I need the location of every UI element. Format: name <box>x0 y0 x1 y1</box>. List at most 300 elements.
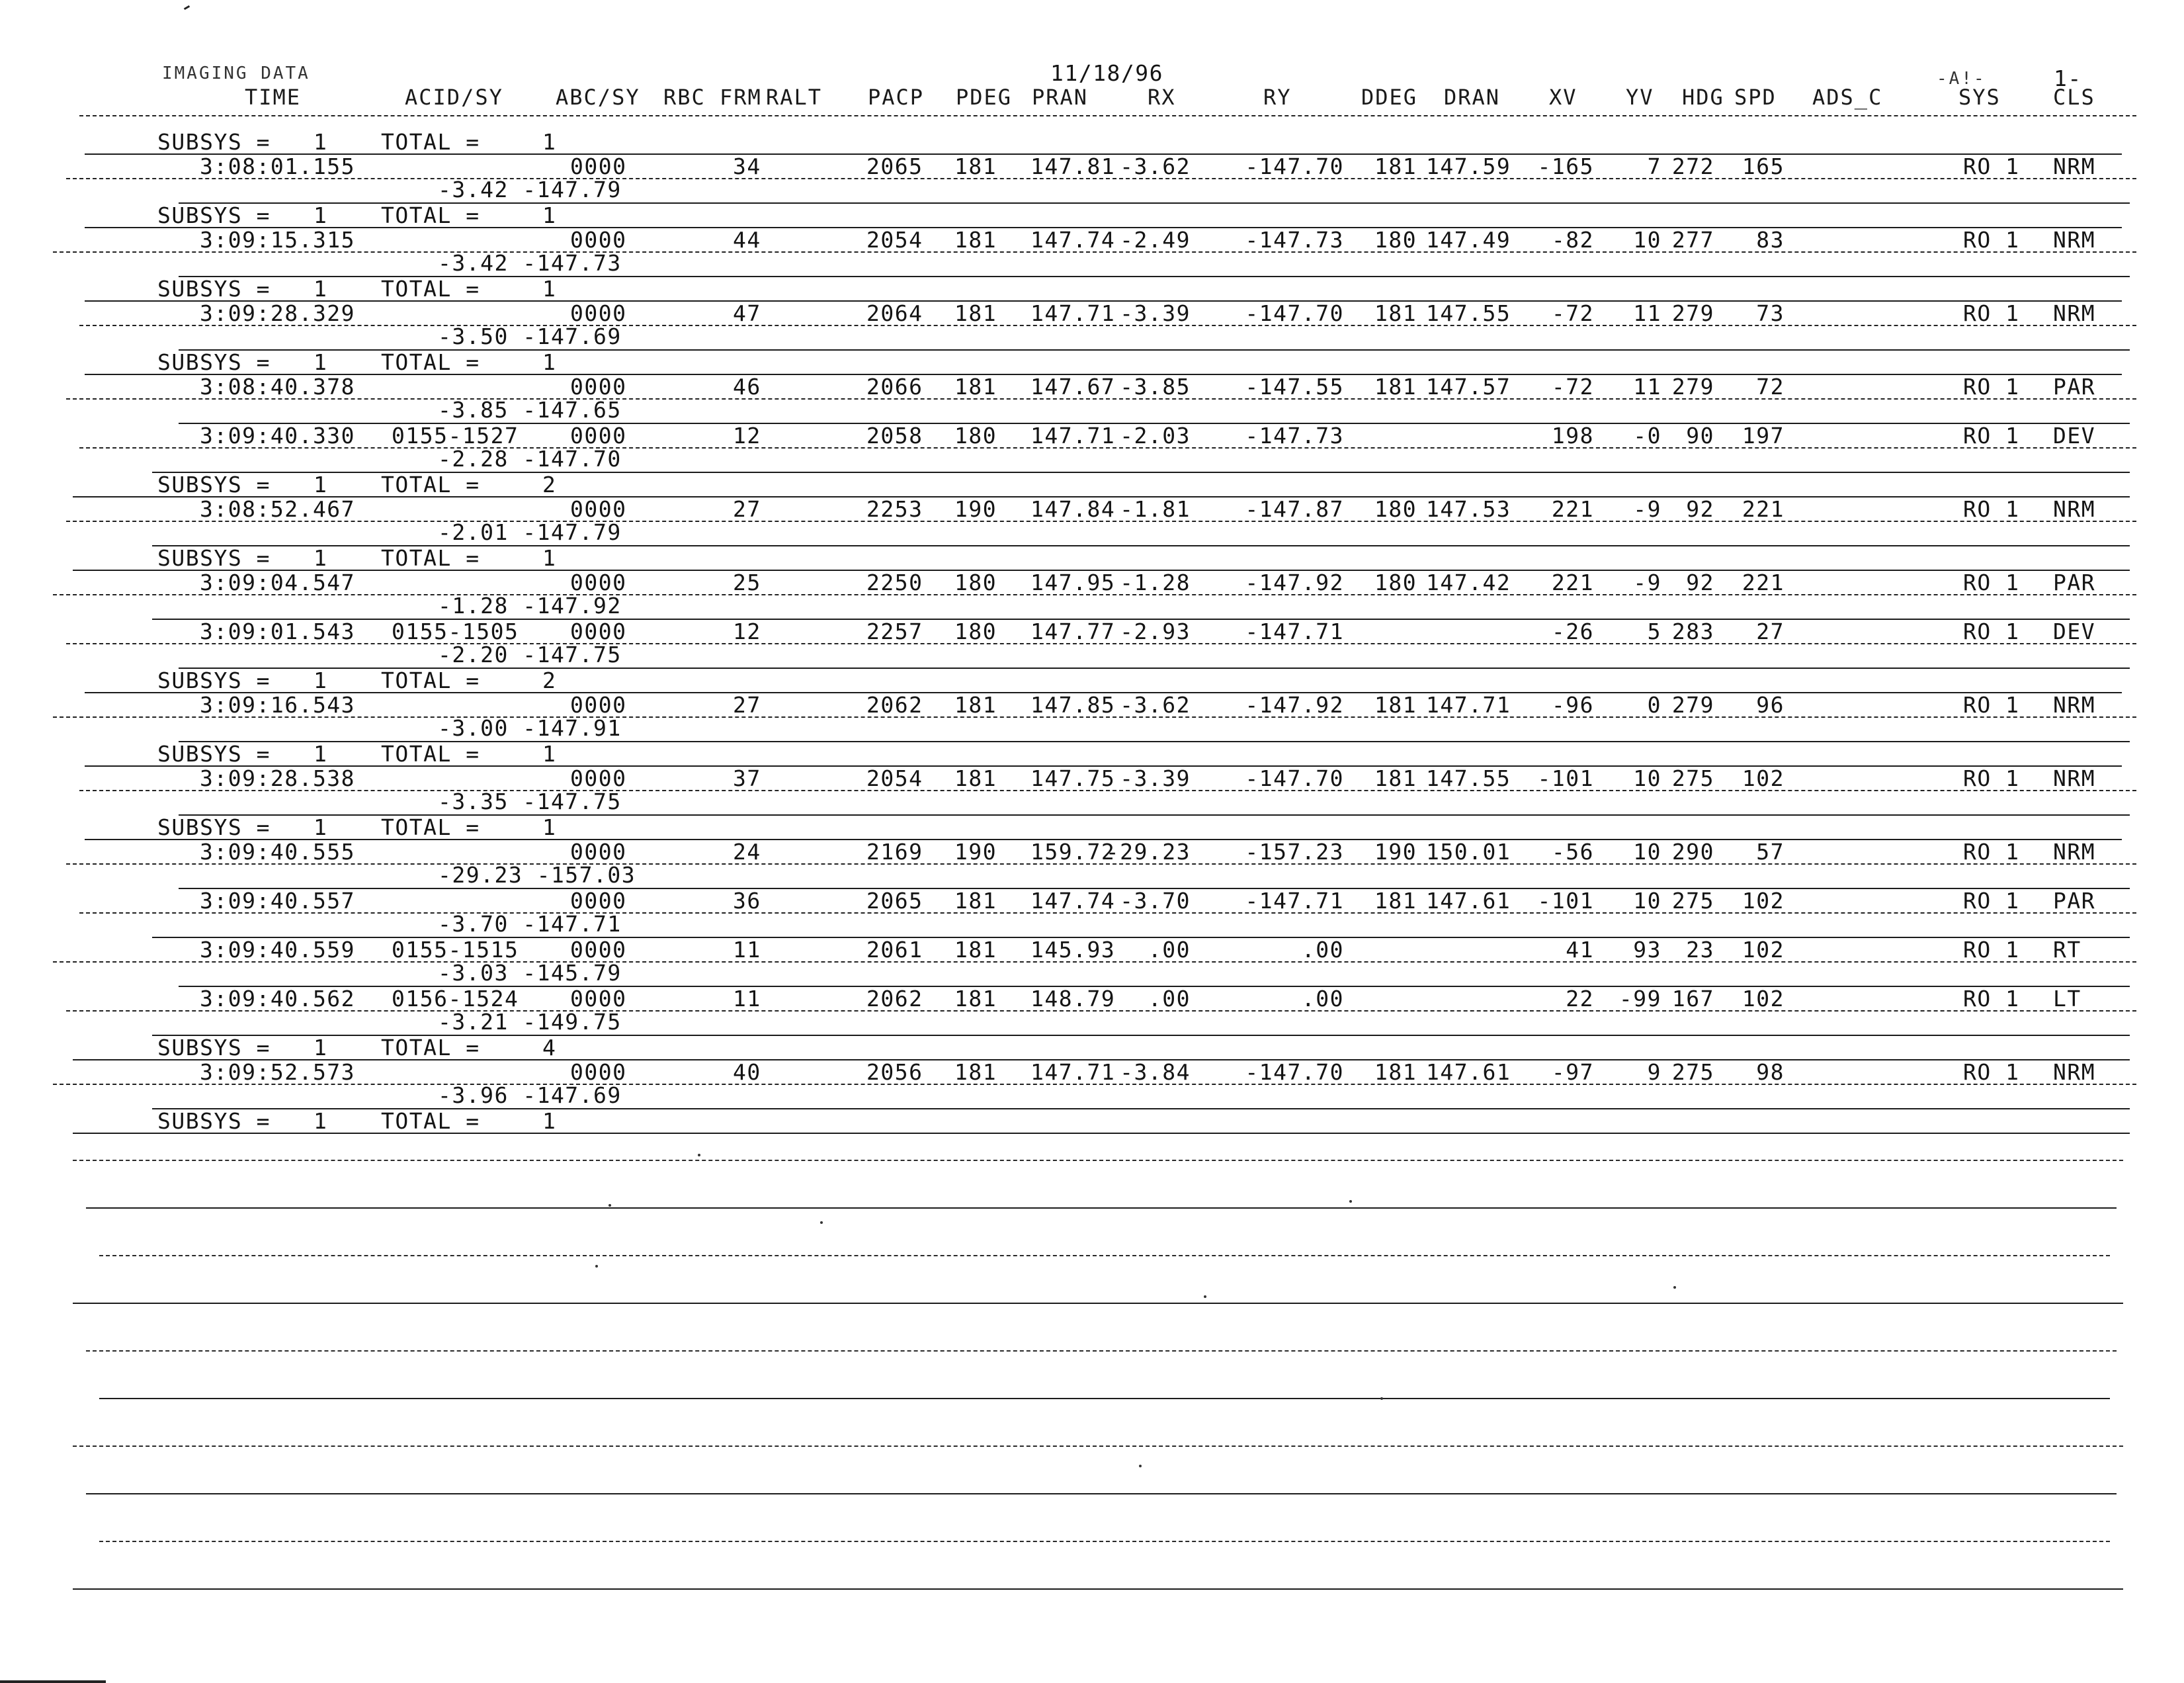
record-acid: 0156-1524 <box>392 986 519 1012</box>
record-cls: NRM <box>2053 839 2096 865</box>
record-rx: -1.81 <box>1120 496 1191 522</box>
record-time: 3:09:40.562 <box>200 986 356 1012</box>
total-label: TOTAL = <box>381 1108 480 1134</box>
record-rule <box>53 594 2136 595</box>
form-line <box>86 1350 2117 1352</box>
record-spd: 73 <box>1756 300 1785 326</box>
record-sys: RO 1 <box>1963 937 2020 963</box>
record-dran: 147.55 <box>1426 765 1511 791</box>
record-pdeg: 181 <box>954 374 997 400</box>
record-acid: 0155-1527 <box>392 423 519 449</box>
record-pacp: 2064 <box>866 300 923 326</box>
record-yv: 11 <box>1633 300 1661 326</box>
record-abc: 0000 <box>570 374 627 400</box>
record-frm: 27 <box>733 496 761 522</box>
record-spd: 27 <box>1756 619 1785 644</box>
record-rx: -1.28 <box>1120 570 1191 595</box>
record-frm: 37 <box>733 765 761 791</box>
record-yv: 7 <box>1647 153 1661 179</box>
record-ry: -147.70 <box>1245 153 1344 179</box>
record-xv: -96 <box>1551 692 1594 718</box>
record-dran: 147.55 <box>1426 300 1511 326</box>
record-rx: -3.62 <box>1120 692 1191 718</box>
record-rx: -29.23 <box>1105 839 1191 865</box>
record-spd: 72 <box>1756 374 1785 400</box>
record-yv: 5 <box>1647 619 1661 644</box>
record-time: 3:09:40.330 <box>200 423 356 449</box>
form-line <box>86 1207 2117 1209</box>
record-pdeg: 181 <box>954 888 997 914</box>
record-xv: 22 <box>1566 986 1594 1012</box>
record-ry: -147.71 <box>1245 888 1344 914</box>
record-time: 3:09:40.555 <box>200 839 356 865</box>
record-time: 3:08:01.155 <box>200 153 356 179</box>
record-dran: 147.49 <box>1426 227 1511 253</box>
record-frm: 11 <box>733 937 761 963</box>
total-value: 1 <box>542 545 557 571</box>
record-abc: 0000 <box>570 570 627 595</box>
form-line <box>73 1446 2123 1447</box>
record-cls: NRM <box>2053 153 2096 179</box>
record-abc: 0000 <box>570 937 627 963</box>
record-spd: 57 <box>1756 839 1785 865</box>
record-hdg: 23 <box>1686 937 1714 963</box>
record-pran: 148.79 <box>1030 986 1116 1012</box>
record-rule <box>53 961 2136 963</box>
record-abc: 0000 <box>570 692 627 718</box>
record-yv: 10 <box>1633 765 1661 791</box>
column-header: ACID/SY <box>405 85 503 110</box>
total-value: 1 <box>542 202 557 228</box>
record-cls: PAR <box>2053 888 2096 914</box>
record-cls: NRM <box>2053 227 2096 253</box>
record-offset: -3.21 -149.75 <box>438 1009 622 1035</box>
record-abc: 0000 <box>570 423 627 449</box>
record-cls: NRM <box>2053 765 2096 791</box>
column-header: SPD <box>1734 85 1777 110</box>
record-rule <box>66 643 2136 644</box>
total-value: 1 <box>542 129 557 155</box>
subsys-value: 1 <box>314 1108 328 1134</box>
record-rule <box>79 912 2136 914</box>
record-frm: 47 <box>733 300 761 326</box>
record-pdeg: 180 <box>954 570 997 595</box>
total-value: 2 <box>542 668 557 693</box>
record-pacp: 2250 <box>866 570 923 595</box>
record-pran: 147.81 <box>1030 153 1116 179</box>
speck <box>820 1221 823 1224</box>
record-pacp: 2169 <box>866 839 923 865</box>
record-yv: 11 <box>1633 374 1661 400</box>
record-ry: -147.73 <box>1245 227 1344 253</box>
record-yv: -9 <box>1633 496 1661 522</box>
record-spd: 102 <box>1742 888 1785 914</box>
record-ry: -157.23 <box>1245 839 1344 865</box>
record-pdeg: 181 <box>954 765 997 791</box>
record-dran: 147.57 <box>1426 374 1511 400</box>
record-ry: -147.92 <box>1245 692 1344 718</box>
form-line <box>99 1541 2110 1542</box>
record-abc: 0000 <box>570 1059 627 1085</box>
record-pacp: 2066 <box>866 374 923 400</box>
record-xv: -165 <box>1537 153 1594 179</box>
record-time: 3:09:04.547 <box>200 570 356 595</box>
record-offset: -3.70 -147.71 <box>438 911 622 937</box>
record-cls: PAR <box>2053 570 2096 595</box>
record-dran: 147.53 <box>1426 496 1511 522</box>
record-offset: -3.00 -147.91 <box>438 715 622 741</box>
record-pdeg: 181 <box>954 692 997 718</box>
record-ry: .00 <box>1301 986 1344 1012</box>
record-yv: 10 <box>1633 227 1661 253</box>
record-pacp: 2054 <box>866 227 923 253</box>
record-cls: DEV <box>2053 619 2096 644</box>
record-offset: -3.42 -147.79 <box>438 177 622 202</box>
subsys-label: SUBSYS = <box>157 349 271 375</box>
column-header: PDEG <box>956 85 1013 110</box>
record-yv: 10 <box>1633 888 1661 914</box>
record-xv: -56 <box>1551 839 1594 865</box>
speck <box>1139 1465 1142 1467</box>
record-spd: 221 <box>1742 570 1785 595</box>
record-rule <box>66 1010 2136 1012</box>
column-header: RY <box>1263 85 1292 110</box>
record-dran: 147.61 <box>1426 1059 1511 1085</box>
record-pran: 147.84 <box>1030 496 1116 522</box>
total-value: 1 <box>542 1108 557 1134</box>
record-spd: 98 <box>1756 1059 1785 1085</box>
subsys-label: SUBSYS = <box>157 668 271 693</box>
total-label: TOTAL = <box>381 202 480 228</box>
record-sys: RO 1 <box>1963 619 2020 644</box>
record-abc: 0000 <box>570 496 627 522</box>
record-hdg: 279 <box>1671 692 1714 718</box>
record-spd: 102 <box>1742 986 1785 1012</box>
record-rule <box>79 325 2136 326</box>
column-header: FRM <box>720 85 762 110</box>
record-hdg: 275 <box>1671 765 1714 791</box>
column-header: XV <box>1549 85 1577 110</box>
record-hdg: 279 <box>1671 374 1714 400</box>
subsys-value: 1 <box>314 276 328 302</box>
subsys-value: 1 <box>314 129 328 155</box>
record-rule <box>53 251 2136 253</box>
record-pdeg: 181 <box>954 153 997 179</box>
report-corner-right: -A!- <box>1937 69 1986 89</box>
record-ddeg: 181 <box>1374 374 1417 400</box>
total-label: TOTAL = <box>381 741 480 767</box>
record-pran: 145.93 <box>1030 937 1116 963</box>
record-rule <box>53 716 2136 718</box>
page-edge-mark <box>0 1680 106 1683</box>
record-pran: 147.75 <box>1030 765 1116 791</box>
record-yv: -9 <box>1633 570 1661 595</box>
record-offset: -3.96 -147.69 <box>438 1082 622 1108</box>
column-header: PRAN <box>1032 85 1089 110</box>
record-ddeg: 181 <box>1374 765 1417 791</box>
record-abc: 0000 <box>570 619 627 644</box>
record-frm: 12 <box>733 619 761 644</box>
record-pran: 147.74 <box>1030 888 1116 914</box>
record-rule <box>66 398 2136 400</box>
record-offset: -3.42 -147.73 <box>438 250 622 276</box>
record-yv: 10 <box>1633 839 1661 865</box>
subsys-value: 1 <box>314 814 328 840</box>
record-frm: 40 <box>733 1059 761 1085</box>
record-ry: .00 <box>1301 937 1344 963</box>
record-rule <box>66 863 2136 865</box>
record-pran: 147.71 <box>1030 423 1116 449</box>
record-abc: 0000 <box>570 839 627 865</box>
record-pdeg: 181 <box>954 300 997 326</box>
column-header: CLS <box>2053 85 2095 110</box>
record-spd: 221 <box>1742 496 1785 522</box>
record-offset: -2.01 -147.79 <box>438 519 622 545</box>
record-frm: 34 <box>733 153 761 179</box>
report-date: 11/18/96 <box>1050 60 1163 86</box>
record-offset: -1.28 -147.92 <box>438 593 622 619</box>
pen-mark <box>184 5 190 10</box>
record-pran: 147.71 <box>1030 1059 1116 1085</box>
record-rx: -3.85 <box>1120 374 1191 400</box>
record-time: 3:09:15.315 <box>200 227 356 253</box>
total-label: TOTAL = <box>381 1035 480 1060</box>
record-pacp: 2056 <box>866 1059 923 1085</box>
report-corner-label: IMAGING DATA <box>162 64 310 83</box>
record-ry: -147.92 <box>1245 570 1344 595</box>
record-abc: 0000 <box>570 227 627 253</box>
record-sys: RO 1 <box>1963 423 2020 449</box>
total-value: 1 <box>542 814 557 840</box>
subsys-label: SUBSYS = <box>157 1035 271 1060</box>
total-label: TOTAL = <box>381 276 480 302</box>
record-hdg: 290 <box>1671 839 1714 865</box>
record-rx: -2.93 <box>1120 619 1191 644</box>
record-sys: RO 1 <box>1963 496 2020 522</box>
record-hdg: 92 <box>1686 496 1714 522</box>
record-sys: RO 1 <box>1963 570 2020 595</box>
record-pran: 147.77 <box>1030 619 1116 644</box>
subsys-label: SUBSYS = <box>157 741 271 767</box>
record-frm: 25 <box>733 570 761 595</box>
subsys-rule <box>73 1133 2130 1134</box>
column-header: YV <box>1626 85 1654 110</box>
column-header: RX <box>1148 85 1176 110</box>
record-sys: RO 1 <box>1963 300 2020 326</box>
record-spd: 102 <box>1742 765 1785 791</box>
record-rx: -3.84 <box>1120 1059 1191 1085</box>
record-time: 3:08:52.467 <box>200 496 356 522</box>
column-header: DRAN <box>1444 85 1501 110</box>
record-rx: -2.03 <box>1120 423 1191 449</box>
record-xv: 198 <box>1551 423 1594 449</box>
record-spd: 165 <box>1742 153 1785 179</box>
column-header: ADS_C <box>1812 85 1883 110</box>
record-abc: 0000 <box>570 986 627 1012</box>
record-ddeg: 181 <box>1374 300 1417 326</box>
record-sys: RO 1 <box>1963 153 2020 179</box>
form-line <box>86 1493 2117 1494</box>
record-pacp: 2058 <box>866 423 923 449</box>
record-offset: -3.35 -147.75 <box>438 789 622 814</box>
subsys-value: 1 <box>314 472 328 497</box>
record-frm: 46 <box>733 374 761 400</box>
column-header: PACP <box>868 85 925 110</box>
record-ry: -147.73 <box>1245 423 1344 449</box>
record-spd: 197 <box>1742 423 1785 449</box>
record-hdg: 167 <box>1671 986 1714 1012</box>
record-offset: -3.85 -147.65 <box>438 397 622 423</box>
record-abc: 0000 <box>570 765 627 791</box>
record-dran: 147.59 <box>1426 153 1511 179</box>
record-rx: .00 <box>1148 937 1191 963</box>
record-pacp: 2253 <box>866 496 923 522</box>
record-frm: 27 <box>733 692 761 718</box>
record-pdeg: 180 <box>954 423 997 449</box>
column-header: DDEG <box>1361 85 1418 110</box>
record-pacp: 2061 <box>866 937 923 963</box>
record-pran: 147.74 <box>1030 227 1116 253</box>
record-time: 3:09:52.573 <box>200 1059 356 1085</box>
subsys-label: SUBSYS = <box>157 276 271 302</box>
column-header: TIME <box>245 85 302 110</box>
record-dran: 147.61 <box>1426 888 1511 914</box>
speck <box>1673 1286 1676 1289</box>
record-pran: 147.67 <box>1030 374 1116 400</box>
record-frm: 24 <box>733 839 761 865</box>
subsys-label: SUBSYS = <box>157 129 271 155</box>
record-sys: RO 1 <box>1963 227 2020 253</box>
record-offset: -2.28 -147.70 <box>438 446 622 472</box>
record-xv: 41 <box>1566 937 1594 963</box>
total-label: TOTAL = <box>381 814 480 840</box>
record-pdeg: 190 <box>954 496 997 522</box>
record-cls: NRM <box>2053 692 2096 718</box>
record-sys: RO 1 <box>1963 839 2020 865</box>
record-frm: 11 <box>733 986 761 1012</box>
total-value: 1 <box>542 349 557 375</box>
subsys-label: SUBSYS = <box>157 1108 271 1134</box>
record-rx: .00 <box>1148 986 1191 1012</box>
subsys-value: 1 <box>314 202 328 228</box>
speck <box>1204 1295 1206 1298</box>
record-yv: 0 <box>1647 692 1661 718</box>
record-time: 3:09:28.538 <box>200 765 356 791</box>
record-time: 3:08:40.378 <box>200 374 356 400</box>
form-line <box>99 1398 2110 1399</box>
total-label: TOTAL = <box>381 349 480 375</box>
speck <box>595 1265 598 1268</box>
record-cls: PAR <box>2053 374 2096 400</box>
record-sys: RO 1 <box>1963 986 2020 1012</box>
record-time: 3:09:16.543 <box>200 692 356 718</box>
record-rule <box>79 447 2136 449</box>
record-spd: 102 <box>1742 937 1785 963</box>
record-ddeg: 180 <box>1374 570 1417 595</box>
record-rule <box>66 178 2136 179</box>
record-pacp: 2065 <box>866 888 923 914</box>
form-line <box>99 1255 2110 1256</box>
record-pran: 147.85 <box>1030 692 1116 718</box>
record-cls: RT <box>2053 937 2081 963</box>
record-offset: -29.23 -157.03 <box>438 862 636 888</box>
record-pdeg: 180 <box>954 619 997 644</box>
total-label: TOTAL = <box>381 472 480 497</box>
header-rule <box>79 115 2136 116</box>
subsys-value: 1 <box>314 741 328 767</box>
subsys-value: 1 <box>314 668 328 693</box>
record-abc: 0000 <box>570 153 627 179</box>
total-value: 2 <box>542 472 557 497</box>
total-label: TOTAL = <box>381 545 480 571</box>
subsys-value: 1 <box>314 545 328 571</box>
record-hdg: 275 <box>1671 888 1714 914</box>
record-rule <box>53 1084 2136 1085</box>
record-offset: -3.50 -147.69 <box>438 324 622 349</box>
record-xv: -101 <box>1537 888 1594 914</box>
record-pacp: 2062 <box>866 986 923 1012</box>
record-offset: -2.20 -147.75 <box>438 642 622 668</box>
record-frm: 44 <box>733 227 761 253</box>
record-ddeg: 180 <box>1374 496 1417 522</box>
record-pdeg: 181 <box>954 1059 997 1085</box>
subsys-label: SUBSYS = <box>157 545 271 571</box>
speck <box>1380 1397 1383 1400</box>
record-dran: 150.01 <box>1426 839 1511 865</box>
speck <box>698 1154 700 1156</box>
record-acid: 0155-1515 <box>392 937 519 963</box>
record-yv: -99 <box>1618 986 1661 1012</box>
column-header: RALT <box>766 85 823 110</box>
record-ry: -147.70 <box>1245 300 1344 326</box>
record-abc: 0000 <box>570 300 627 326</box>
total-value: 1 <box>542 276 557 302</box>
record-xv: -72 <box>1551 300 1594 326</box>
record-dran: 147.71 <box>1426 692 1511 718</box>
record-pacp: 2062 <box>866 692 923 718</box>
record-spd: 96 <box>1756 692 1785 718</box>
record-time: 3:09:28.329 <box>200 300 356 326</box>
record-xv: -101 <box>1537 765 1594 791</box>
record-rx: -3.39 <box>1120 765 1191 791</box>
record-hdg: 92 <box>1686 570 1714 595</box>
record-rx: -3.70 <box>1120 888 1191 914</box>
record-cls: DEV <box>2053 423 2096 449</box>
record-pdeg: 181 <box>954 986 997 1012</box>
record-cls: LT <box>2053 986 2081 1012</box>
total-label: TOTAL = <box>381 668 480 693</box>
record-hdg: 283 <box>1671 619 1714 644</box>
total-value: 1 <box>542 741 557 767</box>
total-label: TOTAL = <box>381 129 480 155</box>
record-cls: NRM <box>2053 1059 2096 1085</box>
subsys-label: SUBSYS = <box>157 202 271 228</box>
record-hdg: 90 <box>1686 423 1714 449</box>
record-xv: 221 <box>1551 570 1594 595</box>
form-line <box>73 1303 2123 1304</box>
record-offset: -3.03 -145.79 <box>438 960 622 986</box>
record-sys: RO 1 <box>1963 888 2020 914</box>
record-hdg: 272 <box>1671 153 1714 179</box>
subsys-label: SUBSYS = <box>157 814 271 840</box>
record-sys: RO 1 <box>1963 765 2020 791</box>
speck <box>609 1204 611 1207</box>
column-header: RBC <box>663 85 706 110</box>
record-yv: 93 <box>1633 937 1661 963</box>
record-xv: -26 <box>1551 619 1594 644</box>
record-rule <box>79 790 2136 791</box>
record-time: 3:09:40.559 <box>200 937 356 963</box>
